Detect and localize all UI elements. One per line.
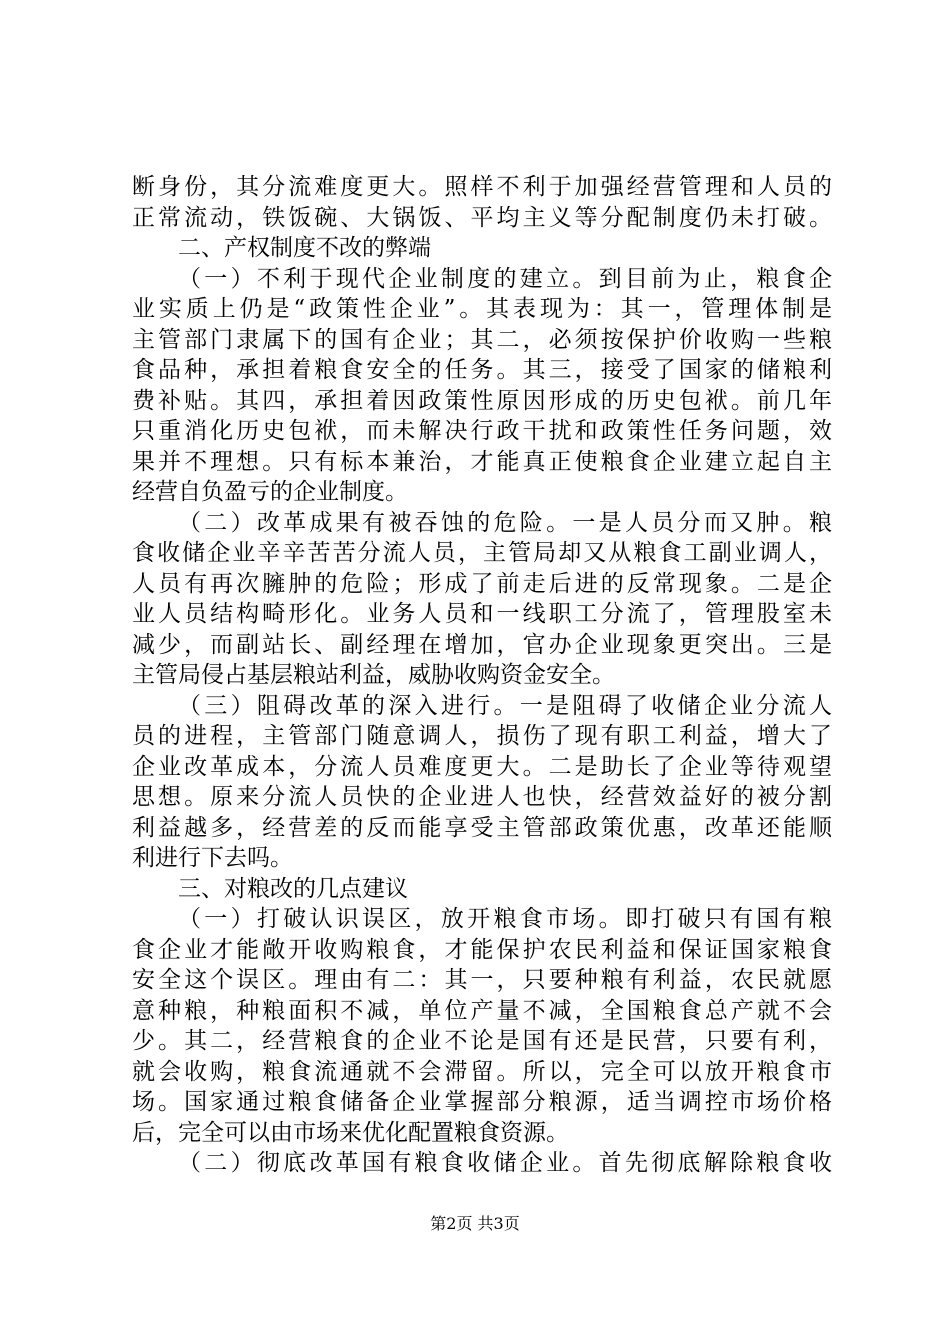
text-line: 安全这个误区。理由有二：其一，只要种粮有利益，农民就愿 <box>132 967 832 993</box>
paragraph-start: （一）打破认识误区，放开粮食市场。即打破只有国有粮 <box>178 906 832 932</box>
text-line: 食收储企业辛辛苦苦分流人员，主管局却又从粮食工副业调人， <box>132 540 832 566</box>
text-line: 食企业才能敞开收购粮食，才能保护农民利益和保证国家粮食 <box>132 936 832 963</box>
text-line: 意种粮，种粮面积不减，单位产量不减，全国粮食总产就不会 <box>132 997 832 1024</box>
paragraph-start: （二）改革成果有被吞蚀的危险。一是人员分而又肿。粮 <box>178 509 832 536</box>
text-line: 业实质上仍是“政策性企业”。其表现为：其一，管理体制是 <box>132 296 832 322</box>
text-line: 企业改革成本，分流人员难度更大。二是助长了企业等待观望 <box>132 753 832 780</box>
text-line: 思想。原来分流人员快的企业进人也快，经营效益好的被分割 <box>132 784 832 810</box>
text-line: 正常流动，铁饭碗、大锅饭、平均主义等分配制度仍未打破。 <box>132 204 832 231</box>
text-line: 业人员结构畸形化。业务人员和一线职工分流了，管理股室未 <box>132 601 832 627</box>
text-line: 场。国家通过粮食储备企业掌握部分粮源，适当调控市场价格 <box>132 1089 832 1115</box>
text-line: 利进行下去吗。 <box>132 845 293 871</box>
text-line: 断身份，其分流难度更大。照样不利于加强经营管理和人员的 <box>132 174 832 200</box>
text-line: 员的进程，主管部门随意调人，损伤了现有职工利益，增大了 <box>132 723 832 749</box>
paragraph-start: （二）彻底改革国有粮食收储企业。首先彻底解除粮食收 <box>178 1150 832 1176</box>
paragraph-start: （一）不利于现代企业制度的建立。到目前为止，粮食企 <box>178 265 832 292</box>
text-line: 主管局侵占基层粮站利益，威胁收购资金安全。 <box>132 662 615 688</box>
section-heading: 三、对粮改的几点建议 <box>178 875 408 902</box>
document-body <box>132 172 832 1179</box>
text-line: 少。其二，经营粮食的企业不论是国有还是民营，只要有利， <box>132 1028 832 1054</box>
text-line: 减少，而副站长、副经理在增加，官办企业现象更突出。三是 <box>132 631 832 658</box>
text-line: 食品种，承担着粮食安全的任务。其三，接受了国家的储粮利 <box>132 357 832 383</box>
text-line: 费补贴。其四，承担着因政策性原因形成的历史包袱。前几年 <box>132 387 832 414</box>
paragraph-start: （三）阻碍改革的深入进行。一是阻碍了收储企业分流人 <box>178 692 832 719</box>
text-line: 就会收购，粮食流通就不会滞留。所以，完全可以放开粮食市 <box>132 1058 832 1085</box>
section-heading: 二、产权制度不改的弊端 <box>178 235 431 261</box>
page-number-footer: 第2页 共3页 <box>430 1214 520 1233</box>
text-line: 只重消化历史包袱，而未解决行政干扰和政策性任务问题，效 <box>132 418 832 444</box>
text-line: 主管部门隶属下的国有企业；其二，必须按保护价收购一些粮 <box>132 326 832 353</box>
text-line: 果并不理想。只有标本兼治，才能真正使粮食企业建立起自主 <box>132 448 832 475</box>
text-line: 后，完全可以由市场来优化配置粮食资源。 <box>132 1119 569 1146</box>
text-line: 经营自负盈亏的企业制度。 <box>132 479 408 505</box>
text-line: 利益越多，经营差的反而能享受主管部政策优惠，改革还能顺 <box>132 814 832 841</box>
text-line: 人员有再次臃肿的危险；形成了前走后进的反常现象。二是企 <box>132 570 832 597</box>
